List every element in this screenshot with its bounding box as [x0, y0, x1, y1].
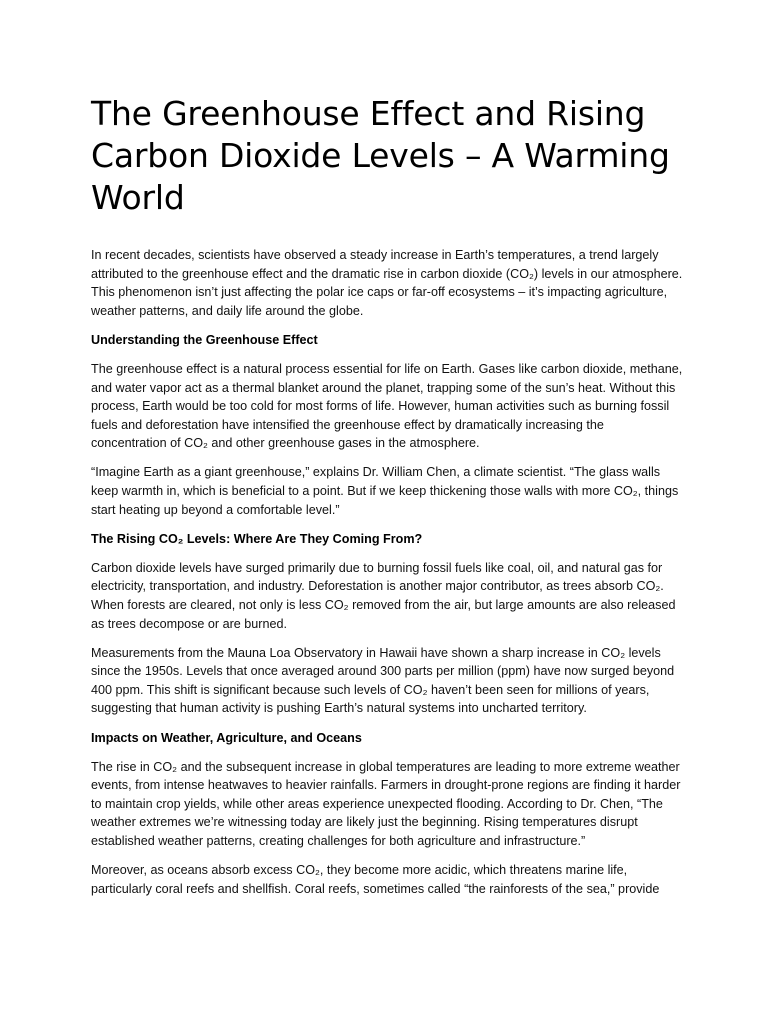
section-heading-rising-co2-levels: The Rising CO₂ Levels: Where Are They Coming From? — [91, 531, 423, 546]
paragraph-mauna-loa-measurements: Measurements from the Mauna Loa Observatory in Hawaii have shown a sharp increase in CO₂ levels since the 1950s. Levels that once averaged around 300 parts per million (ppm) have now surged beyond 400 ppm. This shift is significant because such levels of CO₂ haven’t been seen for millions of years, suggesting that human activity is pushing Earth’s natural systems into uncharted territory. — [91, 645, 675, 716]
paragraph-extreme-weather: The rise in CO₂ and the subsequent increase in global temperatures are leading to more extreme weather events, from intense heatwaves to heavier rainfalls. Farmers in drought-prone regions are finding it harder to maintain crop yields, while other areas experience unexpected flooding. According to Dr. Chen, “The weather extremes we’re witnessing today are likely just the beginning. Rising temperatures disrupt established weather patterns, creating challenges for both agriculture and infrastructure.” — [91, 759, 681, 849]
section-heading-understanding-greenhouse-effect: Understanding the Greenhouse Effect — [91, 332, 318, 347]
paragraph-chen-quote-greenhouse: “Imagine Earth as a giant greenhouse,” explains Dr. William Chen, a climate scientist. “The glass walls keep warmth in, which is beneficial to a point. But if we keep thickening those walls with more CO₂, things start heating up beyond a comfortable level.” — [91, 465, 679, 517]
paragraph-greenhouse-process: The greenhouse effect is a natural process essential for life on Earth. Gases like carbon dioxide, methane, and water vapor act as a thermal blanket around the planet, trapping some of the sun’s heat. Without this process, Earth would be too cold for most forms of life. However, human activities such as burning fossil fuels and deforestation have intensified the greenhouse effect by dramatically increasing the concentration of CO₂ and other greenhouse gases in the atmosphere. — [91, 361, 683, 451]
document-body — [91, 93, 683, 909]
intro-paragraph: In recent decades, scientists have observed a steady increase in Earth’s temperatures, a trend largely attributed to the greenhouse effect and the dramatic rise in carbon dioxide (CO₂) levels in our atmosphere. This phenomenon isn’t just affecting the polar ice caps or far-off ecosystems – it’s impacting agriculture, weather patterns, and daily life around the globe. — [91, 248, 683, 318]
paragraph-ocean-acidification: Moreover, as oceans absorb excess CO₂, they become more acidic, which threatens marine life, particularly coral reefs and shellfish. Coral reefs, sometimes called “the rainforests of the sea,” provide — [91, 863, 660, 896]
section-heading-impacts: Impacts on Weather, Agriculture, and Oceans — [91, 730, 362, 745]
document-title: The Greenhouse Effect and Rising Carbon Dioxide Levels – A Warming World — [91, 94, 670, 217]
paragraph-co2-sources: Carbon dioxide levels have surged primarily due to burning fossil fuels like coal, oil, and natural gas for electricity, transportation, and industry. Deforestation is another major contributor, as trees absorb CO₂. When forests are cleared, not only is less CO₂ removed from the air, but large amounts are also released as trees decompose or are burned. — [91, 560, 676, 631]
